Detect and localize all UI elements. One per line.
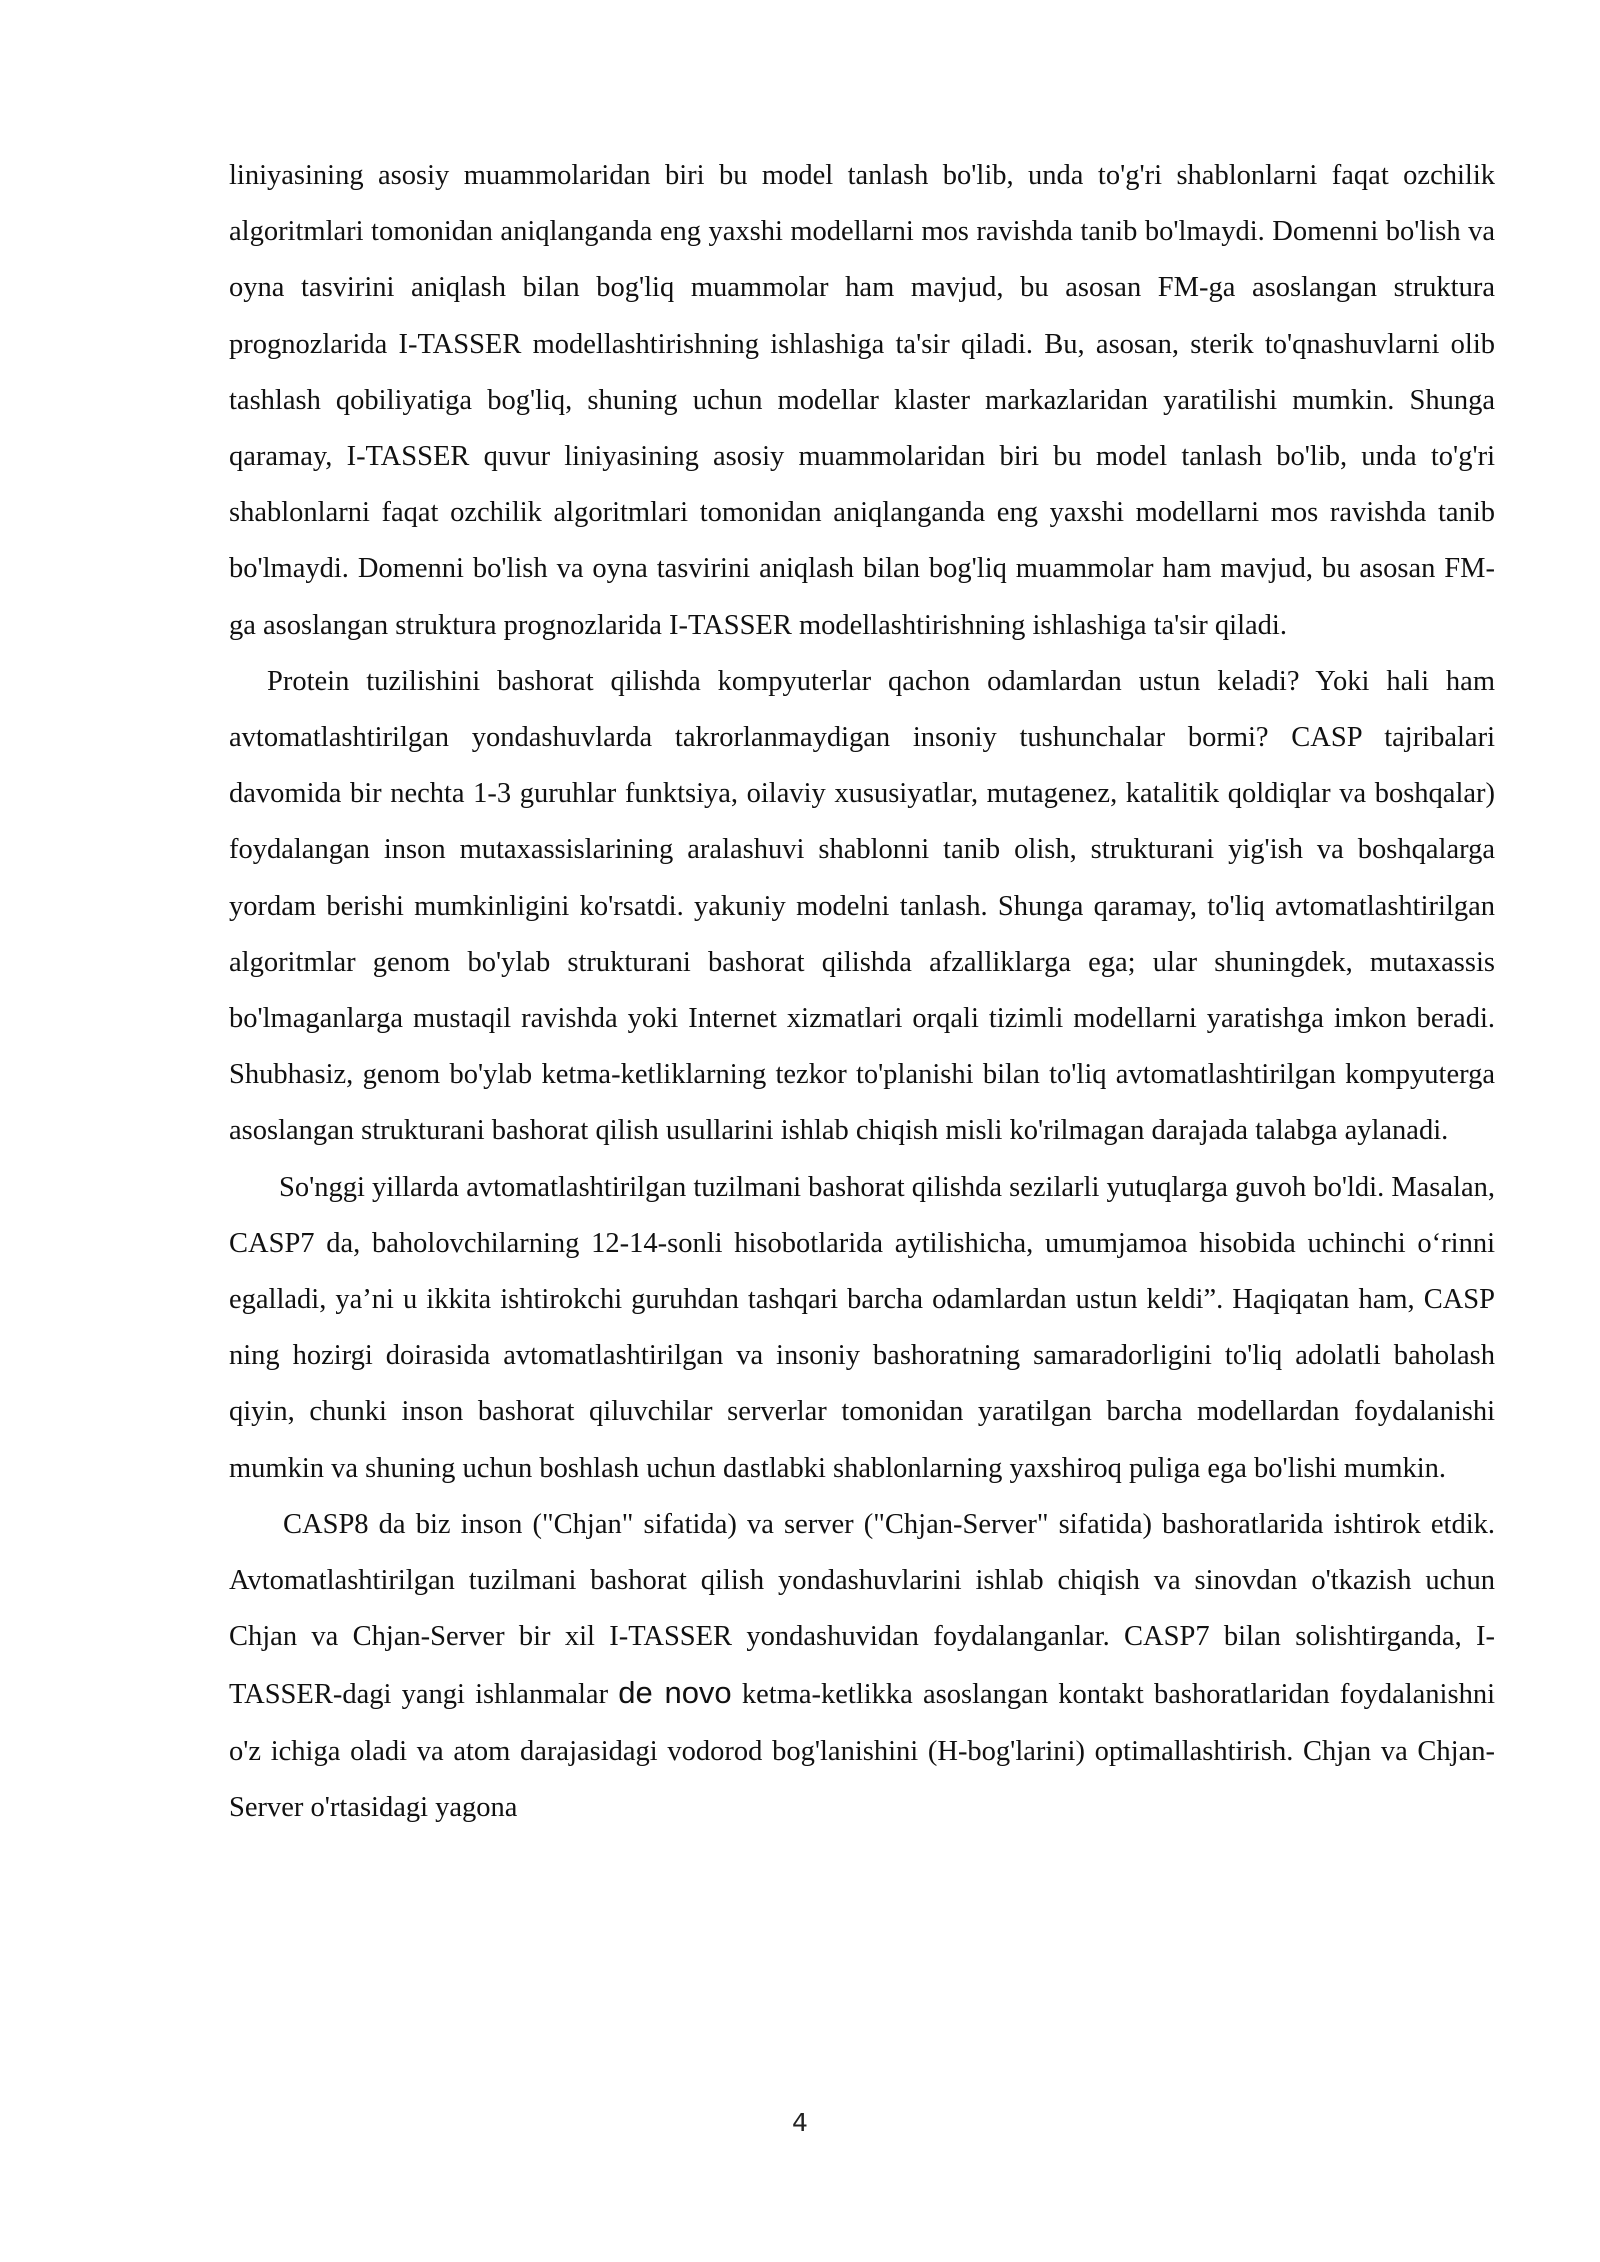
paragraph-3: So'nggi yillarda avtomatlashtirilgan tuzilmani bashorat qilishda sezilarli yutuqlarga guvoh bo'ldi. Masalan, CASP7 da, baholovchilarning 12-14-sonli hisobotlarida aytilishicha, umumjamoa hisobida uchinchi o‘rinni egalladi, ya’ni u ikkita ishtirokchi guruhdan tashqari barcha odamlardan ustun keldi”. Haqiqatan ham, CASP ning hozirgi doirasida avtomatlashtirilgan va insoniy bashoratning samaradorligini to'liq adolatli baholash qiyin, chunki inson bashorat qiluvchilar serverlar tomonidan yaratilgan barcha modellardan foydalanishi mumkin va shuning uchun boshlash uchun dastlabki shablonlarning yaxshiroq puliga ega bo'lishi mumkin. <box>229 1171 1495 1484</box>
document-page <box>229 148 1495 1836</box>
paragraph-4-text-start: CASP8 da biz inson ("Chjan" sifatida) va server ("Chjan-Server" sifatida) bashoratlarida ishtirok etdik. Avtomatlashtirilgan tuzilmani bashorat qilish yondashuvlarini ishlab chiqish va sinovdan o'tkazish uchun Chjan va Chjan-Server bir xil I-TASSER yondashuvidan foydalanganlar. CASP7 bilan solishtirganda, I-TASSER-dagi yangi ishlanmalar <box>229 1508 1495 1711</box>
paragraph-1: liniyasining asosiy muammolaridan biri bu model tanlash bo'lib, unda to'g'ri shablonlarni faqat ozchilik algoritmlari tomonidan aniqlanganda eng yaxshi modellarni mos ravishda tanib bo'lmaydi. Domenni bo'lish va oyna tasvirini aniqlash bilan bog'liq muammolar ham mavjud, bu asosan FM-ga asoslangan struktura prognozlarida I-TASSER modellashtirishning ishlashiga ta'sir qiladi. Bu, asosan, sterik to'qnashuvlarni olib tashlash qobiliyatiga bog'liq, shuning uchun modellar klaster markazlaridan yaratilishi mumkin. Shunga qaramay, I-TASSER quvur liniyasining asosiy muammolaridan biri bu model tanlash bo'lib, unda to'g'ri shablonlarni faqat ozchilik algoritmlari tomonidan aniqlanganda eng yaxshi modellarni mos ravishda tanib bo'lmaydi. Domenni bo'lish va oyna tasvirini aniqlash bilan bog'liq muammolar ham mavjud, bu asosan FM-ga asoslangan struktura prognozlarida I-TASSER modellashtirishning ishlashiga ta'sir qiladi. <box>229 160 1495 641</box>
paragraph-2: Protein tuzilishini bashorat qilishda kompyuterlar qachon odamlardan ustun keladi? Yoki hali ham avtomatlashtirilgan yondashuvlarda takrorlanmaydigan insoniy tushunchalar bormi? CASP tajribalari davomida bir nechta 1-3 guruhlar funktsiya, oilaviy xususiyatlar, mutagenez, katalitik qoldiqlar va boshqalar) foydalangan inson mutaxassislarining aralashuvi shablonni tanib olish, strukturani yig'ish va boshqalarga yordam berishi mumkinligini ko'rsatdi. yakuniy modelni tanlash. Shunga qaramay, to'liq avtomatlashtirilgan algoritmlar genom bo'ylab strukturani bashorat qilishda afzalliklarga ega; ular shuningdek, mutaxassis bo'lmaganlarga mustaqil ravishda yoki Internet xizmatlari orqali tizimli modellarni yaratishga imkon beradi. Shubhasiz, genom bo'ylab ketma-ketliklarning tezkor to'planishi bilan to'liq avtomatlashtirilgan kompyuterga asoslangan strukturani bashorat qilish usullarini ishlab chiqish misli ko'rilmagan darajada talabga aylanadi. <box>229 665 1495 1147</box>
page-number: 4 <box>792 2108 808 2137</box>
paragraph-4 <box>229 1497 1495 1836</box>
paragraph-4-text-end: ketma-ketlikka asoslangan kontakt bashoratlaridan foydalanishni o'z ichiga oladi va atom darajasidagi vodorod bog'lanishini (H-bog'larini) optimallashtirish. Chjan va Chjan-Server o'rtasidagi yagona <box>229 1679 1495 1823</box>
paragraph-4-de-novo-term: de novo <box>618 1675 732 1711</box>
